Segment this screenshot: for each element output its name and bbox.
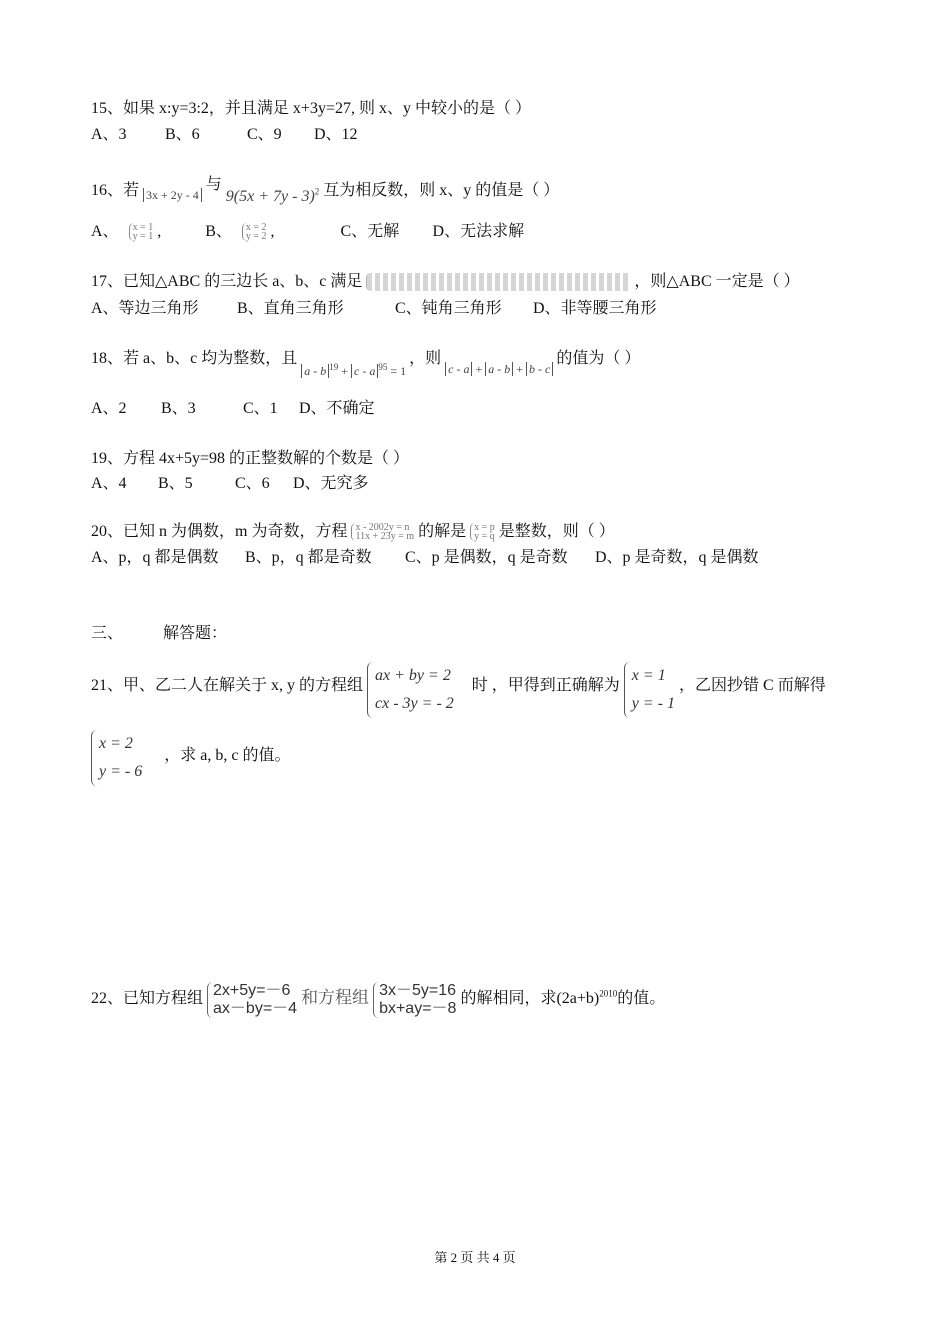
q18-option-d: D、不确定 — [299, 400, 375, 417]
q19-options — [91, 474, 369, 494]
q21-second-solution-line — [91, 730, 290, 786]
q17-options — [91, 299, 657, 319]
q20-option-b: B、p，q 都是奇数 — [245, 549, 372, 566]
q16-option-d: D、无法求解 — [432, 223, 525, 240]
q15-option-d: D、12 — [314, 126, 358, 143]
q20-system-eq1: x - 2002y = n — [355, 522, 410, 534]
q21-stem — [91, 662, 826, 718]
q18-option-a: A、2 — [91, 400, 127, 417]
q18-condition: a - b 19 + c - a 95 = 1 — [301, 364, 409, 378]
q20-solution-system — [470, 523, 495, 541]
q18-stem-post: 的值为（ ） — [556, 350, 641, 367]
q21-correct-solution — [624, 662, 675, 718]
q16-option-b-system — [242, 223, 267, 241]
q16-option-a-system — [129, 223, 154, 241]
section-3-heading — [91, 624, 227, 644]
q16-square-exponent: 2 — [314, 186, 320, 197]
q16-stem-pre: 16、若 — [91, 182, 140, 199]
q21-correct-x: x = 1 — [631, 667, 666, 684]
section-3-title: 解答题： — [163, 625, 228, 642]
q18-option-b: B、3 — [161, 400, 196, 417]
q18-expression: c - a + a - b + b - c — [445, 362, 556, 376]
q20-solution-x: x = p — [474, 522, 495, 534]
q16-option-a: A、 — [91, 223, 119, 240]
q20-system-equations — [351, 523, 414, 541]
q22-system-1-eq2: ax－by=－4 — [213, 1000, 298, 1017]
q15-option-c: C、9 — [247, 126, 282, 143]
q17-stem-pre: 17、已知△ABC 的三边长 a、b、c 满足 — [91, 273, 363, 290]
q22-exponent: 2010 — [599, 988, 618, 999]
q17-option-a: A、等边三角形 — [91, 300, 199, 317]
q20-option-d: D、p 是奇数，q 是偶数 — [595, 549, 759, 566]
q15-options — [91, 125, 358, 145]
q19-option-c: C、6 — [235, 475, 270, 492]
q17-option-d: D、非等腰三角形 — [533, 300, 657, 317]
q19-option-d: D、无究多 — [293, 475, 369, 492]
q21-stem-post: ，乙因抄错 C 而解得 — [679, 677, 826, 694]
q19-stem: 19、方程 4x+5y=98 的正整数解的个数是（ ） — [91, 450, 410, 467]
q21-stem-pre: 21、甲、乙二人在解关于 x, y 的方程组 — [91, 677, 364, 694]
q16-option-b: B、 — [205, 223, 232, 240]
q16-square-base: 9(5x + 7y - 3) — [225, 188, 315, 205]
q18-exponent-19: 19 — [329, 362, 339, 372]
q19-option-a: A、4 — [91, 475, 127, 492]
q16-abs-expression: 3x + 2y - 4 — [143, 188, 202, 202]
q20-system-eq2: 11x + 23y = m — [355, 531, 415, 543]
q22-stem-mid: 和方程组 — [301, 988, 370, 1007]
q21-stem-end: ，求 a, b, c 的值。 — [164, 747, 291, 764]
q22-stem-pre: 22、已知方程组 — [91, 990, 204, 1007]
q20-stem — [91, 522, 615, 542]
q22-stem — [91, 982, 665, 1018]
q20-option-c: C、p 是偶数，q 是奇数 — [405, 549, 568, 566]
q16-option-a-eq2: y = 1 — [132, 231, 154, 243]
q22-system-2-eq1: 3x－5y=16 — [379, 982, 457, 999]
q18-abs-c-a: c - a — [445, 362, 472, 376]
q18-abs-c-minus-a: c - a — [351, 364, 378, 378]
q18-abs-a-minus-b: a - b — [301, 364, 329, 378]
q20-option-a: A、p，q 都是偶数 — [91, 549, 219, 566]
q16-option-a-eq1: x = 1 — [132, 222, 154, 234]
q16-stem-post: 互为相反数，则 x、y 的值是（ ） — [323, 182, 560, 199]
q16-option-b-eq1: x = 2 — [245, 222, 267, 234]
q20-stem-mid: 的解是 — [418, 523, 467, 540]
q18-options — [91, 399, 375, 419]
q16-options: A、 x = 1 y = 1 , B、 x = 2 y = 2 , C、无解 D、无法求解 — [91, 222, 525, 243]
q17-option-c: C、钝角三角形 — [395, 300, 502, 317]
q18-stem-pre: 18、若 a、b、c 均为整数，且 — [91, 350, 298, 367]
q15-stem: 15、如果 x:y=3:2，并且满足 x+3y=27, 则 x、y 中较小的是（ ） — [91, 100, 531, 117]
q21-equation-system — [367, 662, 454, 718]
q22-system-1 — [207, 982, 297, 1018]
q21-wrong-x: x = 2 — [99, 735, 133, 752]
q20-solution-y: y = q — [474, 531, 495, 543]
q22-system-2 — [373, 982, 456, 1018]
q18-equals-one: = 1 — [390, 364, 407, 378]
q16-option-b-eq2: y = 2 — [245, 231, 267, 243]
q18-stem-mid: ，则 — [409, 350, 442, 367]
q21-wrong-y: y = - 6 — [99, 763, 143, 780]
q16-square-expression — [226, 188, 323, 205]
q17-option-b: B、直角三角形 — [237, 300, 344, 317]
q18-abs-a-b: a - b — [485, 362, 513, 376]
q17-stem — [91, 272, 800, 292]
q16-stem — [91, 175, 559, 207]
q18-stem — [91, 349, 640, 381]
q17-stem-post: ，则△ABC 一定是（ ） — [634, 273, 800, 290]
q21-wrong-solution — [91, 730, 142, 786]
q21-eq2: cx - 3y = - 2 — [375, 695, 454, 712]
q22-stem-end: 的值。 — [617, 990, 666, 1007]
q19-option-b: B、5 — [158, 475, 193, 492]
section-3-number: 三、 — [91, 625, 124, 642]
q20-stem-pre: 20、已知 n 为偶数，m 为奇数，方程 — [91, 523, 348, 540]
q15-option-b: B、6 — [165, 126, 200, 143]
q21-stem-mid: 时 ，甲得到正确解为 — [471, 677, 620, 694]
q21-correct-y: y = - 1 — [631, 695, 676, 712]
q16-option-c: C、无解 — [340, 223, 400, 240]
q18-option-c: C、1 — [243, 400, 278, 417]
q17-condition-formula — [366, 273, 630, 291]
q16-stem-mid: 与 — [205, 176, 222, 193]
q22-system-2-eq2: bx+ay=－8 — [379, 1000, 457, 1017]
q18-abs-b-c: b - c — [526, 362, 553, 376]
q15-option-a: A、3 — [91, 126, 127, 143]
q22-stem-post: 的解相同，求(2a+b) — [460, 990, 600, 1007]
q22-system-1-eq1: 2x+5y=－6 — [213, 982, 291, 999]
q20-stem-post: 是整数，则（ ） — [498, 523, 615, 540]
q18-exponent-95: 95 — [378, 362, 388, 372]
q21-eq1: ax + by = 2 — [375, 667, 451, 684]
page-footer: 第 2 页 共 4 页 — [434, 1250, 516, 1265]
q20-options — [91, 548, 759, 568]
